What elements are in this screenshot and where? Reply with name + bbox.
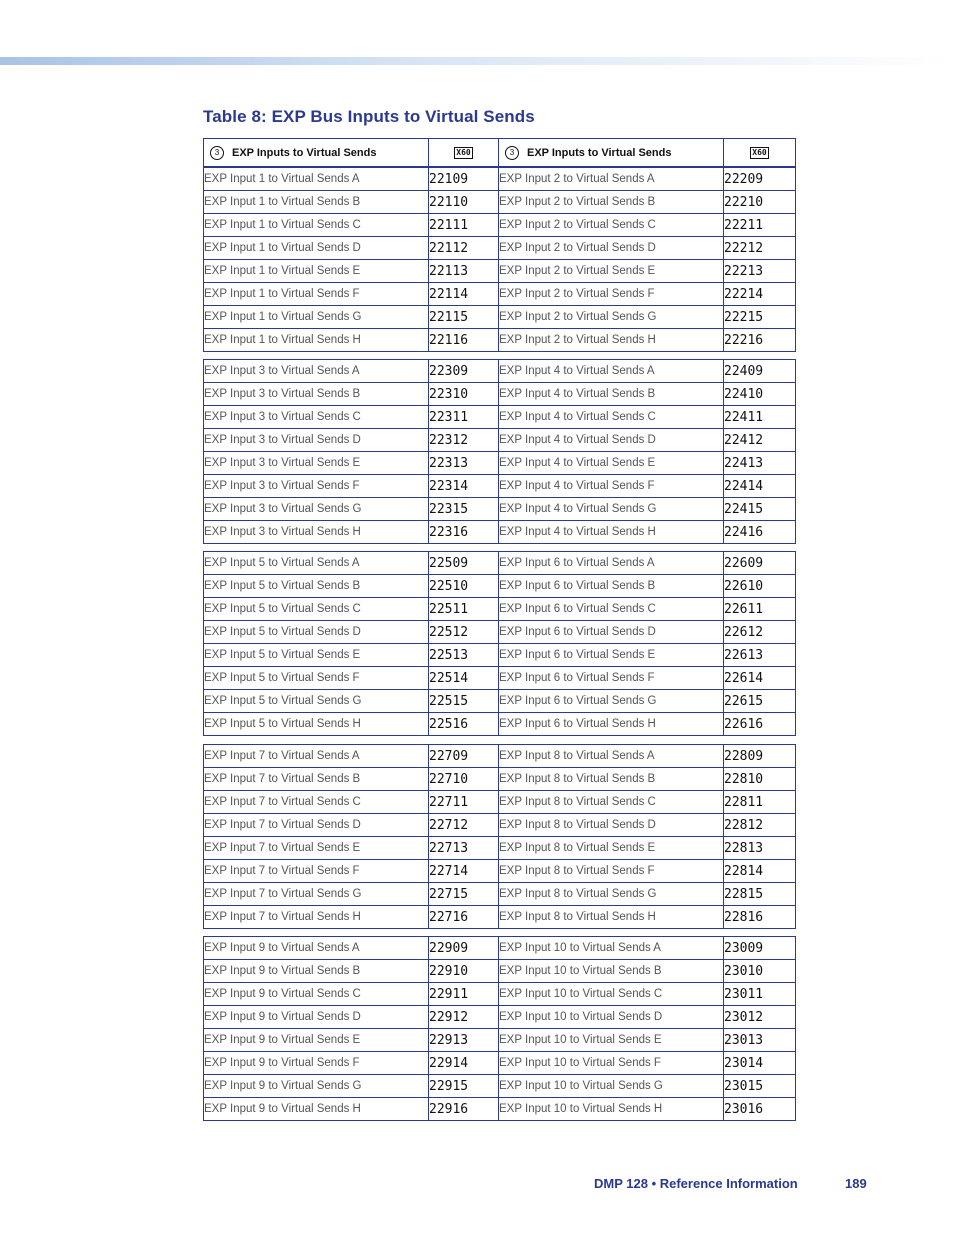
left-label-cell: EXP Input 3 to Virtual Sends F xyxy=(204,475,429,498)
table-row xyxy=(204,1029,796,1052)
right-label-cell: EXP Input 2 to Virtual Sends C xyxy=(499,214,724,237)
left-code-cell: 22711 xyxy=(429,791,499,814)
left-label-cell: EXP Input 7 to Virtual Sends B xyxy=(204,768,429,791)
left-label-cell: EXP Input 7 to Virtual Sends G xyxy=(204,883,429,906)
table-row xyxy=(204,237,796,260)
right-label-cell: EXP Input 2 to Virtual Sends A xyxy=(499,168,724,191)
left-label-cell: EXP Input 9 to Virtual Sends C xyxy=(204,983,429,1006)
right-label-cell: EXP Input 2 to Virtual Sends F xyxy=(499,283,724,306)
right-code-cell: 23011 xyxy=(724,983,796,1006)
right-label-cell: EXP Input 10 to Virtual Sends C xyxy=(499,983,724,1006)
right-label-cell: EXP Input 8 to Virtual Sends F xyxy=(499,860,724,883)
left-code-cell: 22316 xyxy=(429,521,499,544)
left-code-cell: 22911 xyxy=(429,983,499,1006)
table-row xyxy=(204,429,796,452)
left-code-cell: 22116 xyxy=(429,329,499,352)
table-row xyxy=(204,768,796,791)
left-code-cell: 22512 xyxy=(429,621,499,644)
table-row xyxy=(204,745,796,768)
left-code-cell: 22915 xyxy=(429,1075,499,1098)
table-row xyxy=(204,306,796,329)
right-label-cell: EXP Input 6 to Virtual Sends A xyxy=(499,552,724,575)
right-code-cell: 22616 xyxy=(724,713,796,736)
right-code-cell: 22415 xyxy=(724,498,796,521)
right-code-cell: 23015 xyxy=(724,1075,796,1098)
right-label-cell: EXP Input 8 to Virtual Sends H xyxy=(499,906,724,929)
table-header xyxy=(203,138,796,167)
table-group xyxy=(203,359,796,544)
left-label-cell: EXP Input 7 to Virtual Sends H xyxy=(204,906,429,929)
left-code-cell: 22710 xyxy=(429,768,499,791)
left-label-cell: EXP Input 7 to Virtual Sends D xyxy=(204,814,429,837)
left-label-cell: EXP Input 9 to Virtual Sends A xyxy=(204,937,429,960)
left-code-cell: 22314 xyxy=(429,475,499,498)
left-label-cell: EXP Input 1 to Virtual Sends B xyxy=(204,191,429,214)
left-code-cell: 22110 xyxy=(429,191,499,214)
left-label-cell: EXP Input 3 to Virtual Sends H xyxy=(204,521,429,544)
left-label-cell: EXP Input 1 to Virtual Sends A xyxy=(204,168,429,191)
right-label-cell: EXP Input 6 to Virtual Sends H xyxy=(499,713,724,736)
right-code-cell: 22611 xyxy=(724,598,796,621)
table-group xyxy=(203,551,796,736)
right-label-cell: EXP Input 6 to Virtual Sends B xyxy=(499,575,724,598)
right-label-cell: EXP Input 4 to Virtual Sends F xyxy=(499,475,724,498)
right-code-cell: 22813 xyxy=(724,837,796,860)
left-label-cell: EXP Input 1 to Virtual Sends G xyxy=(204,306,429,329)
left-code-cell: 22916 xyxy=(429,1098,499,1121)
left-label-cell: EXP Input 5 to Virtual Sends E xyxy=(204,644,429,667)
left-code-cell: 22709 xyxy=(429,745,499,768)
left-label-cell: EXP Input 3 to Virtual Sends A xyxy=(204,360,429,383)
right-label-cell: EXP Input 10 to Virtual Sends H xyxy=(499,1098,724,1121)
right-code-cell: 22214 xyxy=(724,283,796,306)
x60-command-icon: X60 xyxy=(752,148,767,157)
right-code-cell: 23010 xyxy=(724,960,796,983)
table-row xyxy=(204,1052,796,1075)
table-row xyxy=(204,983,796,1006)
left-code-cell: 22312 xyxy=(429,429,499,452)
header-right-text: EXP Inputs to Virtual Sends xyxy=(527,146,672,159)
left-code-cell: 22910 xyxy=(429,960,499,983)
left-code-cell: 22714 xyxy=(429,860,499,883)
table-row xyxy=(204,1006,796,1029)
table-row xyxy=(204,260,796,283)
left-code-cell: 22315 xyxy=(429,498,499,521)
left-code-cell: 22713 xyxy=(429,837,499,860)
right-label-cell: EXP Input 8 to Virtual Sends A xyxy=(499,745,724,768)
left-code-cell: 22712 xyxy=(429,814,499,837)
right-label-cell: EXP Input 6 to Virtual Sends G xyxy=(499,690,724,713)
header-right-label xyxy=(499,139,724,167)
right-label-cell: EXP Input 8 to Virtual Sends C xyxy=(499,791,724,814)
right-code-cell: 22816 xyxy=(724,906,796,929)
right-code-cell: 22609 xyxy=(724,552,796,575)
table-group xyxy=(203,936,796,1121)
left-label-cell: EXP Input 5 to Virtual Sends C xyxy=(204,598,429,621)
left-code-cell: 22510 xyxy=(429,575,499,598)
right-code-cell: 22409 xyxy=(724,360,796,383)
table-row xyxy=(204,667,796,690)
left-code-cell: 22913 xyxy=(429,1029,499,1052)
left-code-cell: 22309 xyxy=(429,360,499,383)
left-label-cell: EXP Input 9 to Virtual Sends H xyxy=(204,1098,429,1121)
table-row xyxy=(204,575,796,598)
left-code-cell: 22909 xyxy=(429,937,499,960)
right-code-cell: 22810 xyxy=(724,768,796,791)
right-label-cell: EXP Input 2 to Virtual Sends B xyxy=(499,191,724,214)
left-label-cell: EXP Input 9 to Virtual Sends E xyxy=(204,1029,429,1052)
left-code-cell: 22914 xyxy=(429,1052,499,1075)
left-code-cell: 22511 xyxy=(429,598,499,621)
right-code-cell: 22614 xyxy=(724,667,796,690)
circle-number-icon: 3 xyxy=(210,146,224,160)
table-row xyxy=(204,383,796,406)
left-label-cell: EXP Input 7 to Virtual Sends E xyxy=(204,837,429,860)
left-label-cell: EXP Input 5 to Virtual Sends B xyxy=(204,575,429,598)
left-code-cell: 22114 xyxy=(429,283,499,306)
left-label-cell: EXP Input 5 to Virtual Sends H xyxy=(204,713,429,736)
left-label-cell: EXP Input 5 to Virtual Sends G xyxy=(204,690,429,713)
right-label-cell: EXP Input 8 to Virtual Sends E xyxy=(499,837,724,860)
footer-page-number: 189 xyxy=(845,1176,867,1191)
left-code-cell: 22716 xyxy=(429,906,499,929)
table-title: Table 8: EXP Bus Inputs to Virtual Sends xyxy=(203,107,535,126)
table-row xyxy=(204,644,796,667)
table-row xyxy=(204,552,796,575)
table-row xyxy=(204,814,796,837)
right-code-cell: 22411 xyxy=(724,406,796,429)
right-label-cell: EXP Input 10 to Virtual Sends B xyxy=(499,960,724,983)
left-code-cell: 22112 xyxy=(429,237,499,260)
header-right-code xyxy=(724,139,796,167)
right-code-cell: 22213 xyxy=(724,260,796,283)
right-label-cell: EXP Input 10 to Virtual Sends D xyxy=(499,1006,724,1029)
left-label-cell: EXP Input 3 to Virtual Sends E xyxy=(204,452,429,475)
left-code-cell: 22113 xyxy=(429,260,499,283)
table-row xyxy=(204,1098,796,1121)
right-label-cell: EXP Input 8 to Virtual Sends D xyxy=(499,814,724,837)
right-code-cell: 22413 xyxy=(724,452,796,475)
left-label-cell: EXP Input 5 to Virtual Sends D xyxy=(204,621,429,644)
right-label-cell: EXP Input 4 to Virtual Sends D xyxy=(499,429,724,452)
left-code-cell: 22109 xyxy=(429,168,499,191)
table-row xyxy=(204,960,796,983)
left-label-cell: EXP Input 9 to Virtual Sends D xyxy=(204,1006,429,1029)
right-label-cell: EXP Input 6 to Virtual Sends F xyxy=(499,667,724,690)
table-row xyxy=(204,406,796,429)
left-label-cell: EXP Input 1 to Virtual Sends C xyxy=(204,214,429,237)
table-row xyxy=(204,906,796,929)
left-code-cell: 22715 xyxy=(429,883,499,906)
left-code-cell: 22310 xyxy=(429,383,499,406)
right-code-cell: 23013 xyxy=(724,1029,796,1052)
left-code-cell: 22311 xyxy=(429,406,499,429)
right-label-cell: EXP Input 2 to Virtual Sends G xyxy=(499,306,724,329)
right-code-cell: 22212 xyxy=(724,237,796,260)
table-row xyxy=(204,498,796,521)
right-code-cell: 22216 xyxy=(724,329,796,352)
footer-doc-title: DMP 128 • Reference Information xyxy=(594,1176,798,1191)
right-label-cell: EXP Input 4 to Virtual Sends G xyxy=(499,498,724,521)
right-label-cell: EXP Input 4 to Virtual Sends H xyxy=(499,521,724,544)
right-code-cell: 22814 xyxy=(724,860,796,883)
table-row xyxy=(204,452,796,475)
left-label-cell: EXP Input 3 to Virtual Sends B xyxy=(204,383,429,406)
left-label-cell: EXP Input 1 to Virtual Sends D xyxy=(204,237,429,260)
right-code-cell: 22612 xyxy=(724,621,796,644)
table-row xyxy=(204,860,796,883)
left-code-cell: 22515 xyxy=(429,690,499,713)
table-row xyxy=(204,713,796,736)
table-row xyxy=(204,791,796,814)
table-row xyxy=(204,475,796,498)
header-accent-bar xyxy=(0,57,954,65)
right-code-cell: 22412 xyxy=(724,429,796,452)
table-row xyxy=(204,360,796,383)
right-label-cell: EXP Input 10 to Virtual Sends F xyxy=(499,1052,724,1075)
table-row xyxy=(204,1075,796,1098)
table-row xyxy=(204,883,796,906)
table-row xyxy=(204,937,796,960)
left-label-cell: EXP Input 9 to Virtual Sends F xyxy=(204,1052,429,1075)
table-group xyxy=(203,744,796,929)
right-label-cell: EXP Input 4 to Virtual Sends C xyxy=(499,406,724,429)
right-label-cell: EXP Input 2 to Virtual Sends H xyxy=(499,329,724,352)
left-code-cell: 22513 xyxy=(429,644,499,667)
right-label-cell: EXP Input 4 to Virtual Sends E xyxy=(499,452,724,475)
table-row xyxy=(204,598,796,621)
right-code-cell: 23016 xyxy=(724,1098,796,1121)
left-label-cell: EXP Input 9 to Virtual Sends B xyxy=(204,960,429,983)
right-code-cell: 22613 xyxy=(724,644,796,667)
table-group xyxy=(203,167,796,352)
header-left-text: EXP Inputs to Virtual Sends xyxy=(232,146,377,159)
right-code-cell: 22610 xyxy=(724,575,796,598)
right-code-cell: 22211 xyxy=(724,214,796,237)
table-row xyxy=(204,837,796,860)
left-label-cell: EXP Input 7 to Virtual Sends F xyxy=(204,860,429,883)
table-row xyxy=(204,214,796,237)
right-label-cell: EXP Input 8 to Virtual Sends B xyxy=(499,768,724,791)
left-label-cell: EXP Input 9 to Virtual Sends G xyxy=(204,1075,429,1098)
left-label-cell: EXP Input 1 to Virtual Sends H xyxy=(204,329,429,352)
table-row xyxy=(204,621,796,644)
table-row xyxy=(204,168,796,191)
right-code-cell: 22210 xyxy=(724,191,796,214)
left-code-cell: 22111 xyxy=(429,214,499,237)
left-code-cell: 22514 xyxy=(429,667,499,690)
circle-number-icon: 3 xyxy=(505,146,519,160)
left-label-cell: EXP Input 1 to Virtual Sends E xyxy=(204,260,429,283)
right-code-cell: 22811 xyxy=(724,791,796,814)
right-code-cell: 23012 xyxy=(724,1006,796,1029)
left-code-cell: 22115 xyxy=(429,306,499,329)
table-row xyxy=(204,191,796,214)
right-code-cell: 22809 xyxy=(724,745,796,768)
header-left-code xyxy=(429,139,499,167)
right-code-cell: 23014 xyxy=(724,1052,796,1075)
left-label-cell: EXP Input 5 to Virtual Sends A xyxy=(204,552,429,575)
left-code-cell: 22313 xyxy=(429,452,499,475)
right-label-cell: EXP Input 6 to Virtual Sends E xyxy=(499,644,724,667)
right-code-cell: 22215 xyxy=(724,306,796,329)
right-label-cell: EXP Input 4 to Virtual Sends B xyxy=(499,383,724,406)
right-label-cell: EXP Input 6 to Virtual Sends C xyxy=(499,598,724,621)
right-label-cell: EXP Input 10 to Virtual Sends G xyxy=(499,1075,724,1098)
right-code-cell: 23009 xyxy=(724,937,796,960)
right-code-cell: 22615 xyxy=(724,690,796,713)
right-label-cell: EXP Input 10 to Virtual Sends E xyxy=(499,1029,724,1052)
right-label-cell: EXP Input 2 to Virtual Sends E xyxy=(499,260,724,283)
right-code-cell: 22209 xyxy=(724,168,796,191)
left-label-cell: EXP Input 3 to Virtual Sends G xyxy=(204,498,429,521)
right-label-cell: EXP Input 10 to Virtual Sends A xyxy=(499,937,724,960)
left-label-cell: EXP Input 3 to Virtual Sends C xyxy=(204,406,429,429)
right-code-cell: 22812 xyxy=(724,814,796,837)
right-label-cell: EXP Input 2 to Virtual Sends D xyxy=(499,237,724,260)
table-row xyxy=(204,521,796,544)
right-label-cell: EXP Input 8 to Virtual Sends G xyxy=(499,883,724,906)
table-row xyxy=(204,690,796,713)
right-label-cell: EXP Input 6 to Virtual Sends D xyxy=(499,621,724,644)
header-left-label xyxy=(204,139,429,167)
left-label-cell: EXP Input 7 to Virtual Sends A xyxy=(204,745,429,768)
left-label-cell: EXP Input 7 to Virtual Sends C xyxy=(204,791,429,814)
left-code-cell: 22516 xyxy=(429,713,499,736)
right-label-cell: EXP Input 4 to Virtual Sends A xyxy=(499,360,724,383)
table-row xyxy=(204,283,796,306)
left-code-cell: 22912 xyxy=(429,1006,499,1029)
table-row xyxy=(204,329,796,352)
right-code-cell: 22815 xyxy=(724,883,796,906)
left-label-cell: EXP Input 1 to Virtual Sends F xyxy=(204,283,429,306)
right-code-cell: 22414 xyxy=(724,475,796,498)
left-code-cell: 22509 xyxy=(429,552,499,575)
left-label-cell: EXP Input 3 to Virtual Sends D xyxy=(204,429,429,452)
right-code-cell: 22416 xyxy=(724,521,796,544)
left-label-cell: EXP Input 5 to Virtual Sends F xyxy=(204,667,429,690)
right-code-cell: 22410 xyxy=(724,383,796,406)
x60-command-icon: X60 xyxy=(456,148,471,157)
